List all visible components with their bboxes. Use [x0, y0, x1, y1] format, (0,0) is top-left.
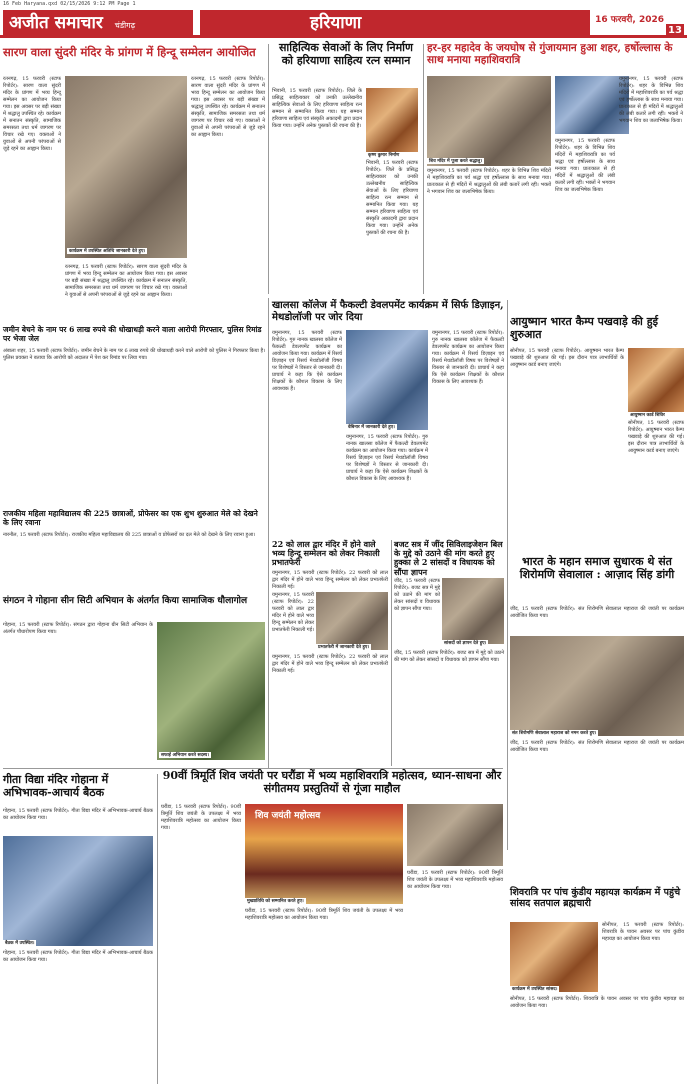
article-college-students [3, 510, 265, 592]
article-body-cont: रतनगढ़, 15 फरवरी (स्टाफ रिपोर्टर): सारण वाला सुंदरी मंदिर के प्रांगण में भव्य हिन्दू सम्मेलन का आयोजन किया गया। इस अवसर पर बड़ी संख्या में श्रद्धालु उपस्थित रहे। कार्यक्रम में सनातन संस्कृति, सामाजिक समरसता तथा धर्म जागरण पर विचार रखे गए। वक्ताओं ने युवाओं से अपनी परंपराओं से जुड़े रहने का आह्वान किया। [65, 264, 187, 298]
headline: खालसा कॉलेज में फैकल्टी डेवलपमेंट कार्यक्रम में सिर्फ डिज़ाइन, मेथडोलॉजी पर जोर दिया [272, 300, 504, 323]
headline: आयुष्मान भारत कैम्प पखवाड़े की हुई शुरुआत [510, 315, 658, 341]
article-body-cont: सोनीपत, 15 फरवरी (स्टाफ रिपोर्टर): शिवरात्रि के पावन अवसर पर पांच कुंडीय महायज्ञ का आयोजन किया गया। [510, 996, 684, 1009]
headline: 22 को लाल द्वार मंदिर में होने वाले भव्य हिन्दू सम्मेलन को लेकर निकाली प्रभातफेरी [272, 539, 380, 568]
photo-caption: संत शिरोमणि सेवालाल महाराज को नमन करते हुए। [512, 731, 597, 736]
print-slug: 16 Feb Haryana.qxd 02/15/2026 9:12 PM Page 1 [3, 1, 136, 7]
article-body-col3: घरौंडा, 15 फरवरी (स्टाफ रिपोर्टर): 90वीं त्रिमूर्ति शिव जयंती के उपलक्ष्य में भव्य महाशिवरात्रि महोत्सव का आयोजन किया गया। [407, 870, 503, 890]
section-title: हरियाणा [200, 10, 590, 36]
photo-caption: मुख्यातिथि को सम्मानित करते हुए। [247, 899, 304, 904]
issue-date: 16 फरवरी, 2026 [595, 15, 664, 25]
article-body-col3: यमुनानगर, 15 फरवरी (स्टाफ रिपोर्टर): गुरु नानक खालसा कॉलेज में फैकल्टी डेवलपमेंट कार्यक्रम का आयोजन किया गया। कार्यक्रम में रिसर्च डिज़ाइन एवं रिसर्च मेथडोलॉजी विषय पर विशेषज्ञों ने विस्तार से जानकारी दी। प्राचार्य ने कहा कि ऐसे कार्यक्रम शिक्षकों के कौशल विकास के लिए आवश्यक हैं। [432, 330, 504, 385]
article-body-cont: यमुनानगर, 15 फरवरी (स्टाफ रिपोर्टर): 22 फरवरी को लाल द्वार मंदिर में होने वाले भव्य हिन्दू सम्मेलन को लेकर प्रभातफेरी निकाली गई। [272, 592, 314, 633]
article-hindu-sammelan [3, 46, 265, 336]
logo-text: अजीत समाचार [9, 13, 103, 33]
article-body: यमुनानगर, 15 फरवरी (स्टाफ रिपोर्टर): 22 फरवरी को लाल द्वार मंदिर में होने वाले भव्य हिन्दू सम्मेलन को लेकर प्रभातफेरी निकाली गई। [272, 570, 388, 590]
article-body: यमुनानगर, 15 फरवरी (स्टाफ रिपोर्टर): शहर के विभिन्न शिव मंदिरों में महाशिवरात्रि का पर्व श्रद्धा एवं हर्षोल्लास के साथ मनाया गया। प्रातःकाल से ही मंदिरों में श्रद्धालुओं की लंबी कतारें लगी रहीं। भक्तों ने भगवान शिव का जलाभिषेक किया। [427, 168, 551, 195]
meeting-photo [3, 836, 153, 946]
article-body: गोहाना, 15 फरवरी (स्टाफ रिपोर्टर): गीता विद्या मंदिर में अभिभावक-आचार्य बैठक का आयोजन किया गया। [3, 808, 153, 821]
article-body-col3: यमुनानगर, 15 फरवरी (स्टाफ रिपोर्टर): शहर के विभिन्न शिव मंदिरों में महाशिवरात्रि का पर्व श्रद्धा एवं हर्षोल्लास के साथ मनाया गया। प्रातःकाल से ही मंदिरों में श्रद्धालुओं की लंबी कतारें लगी रहीं। भक्तों ने भगवान शिव का जलाभिषेक किया। [619, 76, 683, 124]
photo-caption: शिव मंदिर में पूजा करते श्रद्धालु। [429, 159, 482, 164]
photo-caption: आयुष्मान कार्ड शिविर [630, 413, 665, 418]
article-body: जींद, 15 फरवरी (स्टाफ रिपोर्टर): बजट सत्र में मुद्दे को उठाने की मांग को लेकर सांसदों व विधायक को ज्ञापन सौंपा गया। [394, 578, 440, 612]
temple-photo [427, 76, 551, 166]
headline: संगठन ने गोहाना सीन सिटी अभियान के अंतर्गत किया सामाजिक धौलागोल [3, 596, 248, 606]
page-number: 13 [666, 24, 684, 38]
article-budget-memo [394, 540, 504, 766]
webinar-screenshot [346, 330, 428, 430]
article-body: सोनीपत, 15 फरवरी (स्टाफ रिपोर्टर): आयुष्मान भारत कैम्प पखवाड़े की शुरुआत की गई। इस दौरान पात्र लाभार्थियों के आयुष्मान कार्ड बनाए जाएंगे। [510, 348, 624, 368]
article-mahashivratri [427, 42, 684, 297]
article-body: अंबाला शहर, 15 फरवरी (स्टाफ रिपोर्टर): जमीन बेचने के नाम पर 6 लाख रुपये की धोखाधड़ी करने वाले आरोपी को पुलिस ने गिरफ्तार किया है। पुलिस प्रवक्ता ने बताया कि आरोपी को अदालत में पेश कर रिमांड पर लिया गया। [3, 348, 265, 361]
article-mahayagya [510, 888, 684, 1084]
article-shiv-jayanti [161, 770, 503, 1084]
headline: राजकीय महिला महाविद्यालय की 225 छात्राओं, प्रोफेसर का एक शुभ शुरुआत मेले को देखने के लिए रवाना [3, 509, 258, 527]
procession-photo [316, 592, 388, 650]
article-body: भिवानी, 15 फरवरी (स्टाफ रिपोर्टर): जिले के प्रसिद्ध साहित्यकार को उनकी उल्लेखनीय साहित्यिक सेवाओं के लिए हरियाणा साहित्य रत्न सम्मान से सम्मानित किया गया। यह सम्मान हरियाणा साहित्य एवं संस्कृति अकादमी द्वारा प्रदान किया गया। उन्होंने अनेक पुस्तकों की रचना की है। [272, 88, 362, 129]
article-body-cont: जींद, 15 फरवरी (स्टाफ रिपोर्टर): संत शिरोमणि सेवालाल महाराज की जयंती पर कार्यक्रम आयोजित किया गया। [510, 740, 684, 753]
article-body: घरौंडा, 15 फरवरी (स्टाफ रिपोर्टर): 90वीं त्रिमूर्ति शिव जयंती के उपलक्ष्य में भव्य महाशिवरात्रि महोत्सव का आयोजन किया गया। [161, 804, 241, 831]
article-body: गोहाना, 15 फरवरी (स्टाफ रिपोर्टर): संगठन द्वारा गोहाना ग्रीन सिटी अभियान के अंतर्गत पौधारोपण किया गया। [3, 622, 153, 635]
headline: हर-हर महादेव के जयघोष से गुंजायमान हुआ शहर, हर्षोल्लास के साथ मनाया महाशिवरात्रि [427, 42, 673, 67]
yagya-photo [510, 922, 598, 992]
photo-caption: प्रभातफेरी में जानकारी देते हुए। [318, 645, 370, 650]
article-khalsa-college [272, 300, 504, 528]
headline: गीता विद्या मंदिर गोहाना में अभिभावक-आचार्य बैठक [3, 773, 109, 799]
article-body-cont: सोनीपत, 15 फरवरी (स्टाफ रिपोर्टर): आयुष्मान भारत कैम्प पखवाड़े की शुरुआत की गई। इस दौरान पात्र लाभार्थियों के आयुष्मान कार्ड बनाए जाएंगे। [628, 420, 684, 454]
photo-caption: कार्यक्रम में उपस्थित सांसद। [512, 987, 558, 992]
memorandum-photo [442, 578, 504, 644]
article-body-cont: भिवानी, 15 फरवरी (स्टाफ रिपोर्टर): जिले के प्रसिद्ध साहित्यकार को उनकी उल्लेखनीय साहित्यिक सेवाओं के लिए हरियाणा साहित्य रत्न सम्मान से सम्मानित किया गया। यह सम्मान हरियाणा साहित्य एवं संस्कृति अकादमी द्वारा प्रदान किया गया। उन्होंने अनेक पुस्तकों की रचना की है। [366, 160, 418, 236]
headline: बजट सत्र में जींद सिविलाइजेशन बिल के मुद्दे को उठाने की मांग करते हुए हुक्का ले 2 सांसदों व विधायक को सौंपा ज्ञापन [394, 539, 503, 577]
photo-caption: कृष्ण कुमार निर्माण [368, 153, 400, 158]
article-green-city [3, 596, 265, 764]
article-body-col2: यमुनानगर, 15 फरवरी (स्टाफ रिपोर्टर): शहर के विभिन्न शिव मंदिरों में महाशिवरात्रि का पर्व श्रद्धा एवं हर्षोल्लास के साथ मनाया गया। प्रातःकाल से ही मंदिरों में श्रद्धालुओं की लंबी कतारें लगी रहीं। भक्तों ने भगवान शिव का जलाभिषेक किया। [555, 138, 615, 193]
article-body: रतनगढ़, 15 फरवरी (स्टाफ रिपोर्टर): सारण वाला सुंदरी मंदिर के प्रांगण में भव्य हिन्दू सम्मेलन का आयोजन किया गया। इस अवसर पर बड़ी संख्या में श्रद्धालु उपस्थित रहे। कार्यक्रम में सनातन संस्कृति, सामाजिक समरसता तथा धर्म जागरण पर विचार रखे गए। वक्ताओं ने युवाओं से अपनी परंपराओं से जुड़े रहने का आह्वान किया। [3, 76, 61, 152]
headline: साहित्यिक सेवाओं के लिए निर्माण को हरियाणा साहित्य रत्न सम्मान [279, 41, 413, 67]
article-body-cont: यमुनानगर, 15 फरवरी (स्टाफ रिपोर्टर): गुरु नानक खालसा कॉलेज में फैकल्टी डेवलपमेंट कार्यक्रम का आयोजन किया गया। कार्यक्रम में रिसर्च डिज़ाइन एवं रिसर्च मेथडोलॉजी विषय पर विशेषज्ञों ने विस्तार से जानकारी दी। प्राचार्य ने कहा कि ऐसे कार्यक्रम शिक्षकों के कौशल विकास के लिए आवश्यक हैं। [346, 434, 428, 482]
article-body-cont: गोहाना, 15 फरवरी (स्टाफ रिपोर्टर): गीता विद्या मंदिर में अभिभावक-आचार्य बैठक का आयोजन किया गया। [3, 950, 153, 963]
article-sevalal [510, 556, 684, 782]
headline: जमीन बेचने के नाम पर 6 लाख रुपये की धोखाधड़ी करने वाला आरोपी गिरफ्तार, पुलिस रिमांड पर भेजा जेल [3, 325, 262, 343]
tribute-photo [510, 636, 684, 736]
article-prabhatferi [272, 540, 388, 766]
photo-caption: सांसदों को ज्ञापन देते हुए। [444, 641, 487, 646]
plantation-photo [157, 622, 265, 760]
article-body-cont: घरौंडा, 15 फरवरी (स्टाफ रिपोर्टर): 90वीं त्रिमूर्ति शिव जयंती के उपलक्ष्य में भव्य महाशिवरात्रि महोत्सव का आयोजन किया गया। [245, 908, 403, 921]
newspaper-logo [3, 10, 193, 36]
article-body: यमुनानगर, 15 फरवरी (स्टाफ रिपोर्टर): गुरु नानक खालसा कॉलेज में फैकल्टी डेवलपमेंट कार्यक्रम का आयोजन किया गया। कार्यक्रम में रिसर्च डिज़ाइन एवं रिसर्च मेथडोलॉजी विषय पर विशेषज्ञों ने विस्तार से जानकारी दी। प्राचार्य ने कहा कि ऐसे कार्यक्रम शिक्षकों के कौशल विकास के लिए आवश्यक हैं। [272, 330, 342, 392]
article-body: जींद, 15 फरवरी (स्टाफ रिपोर्टर): संत शिरोमणि सेवालाल महाराज की जयंती पर कार्यक्रम आयोजित किया गया। [510, 606, 684, 619]
city-label: चंडीगढ़ [114, 21, 136, 30]
photo-caption: कार्यक्रम में उपस्थित अतिथि जानकारी देते हुए। [69, 249, 146, 254]
banner-text: शिव जयंती महोत्सव [255, 811, 321, 821]
headline: 90वीं त्रिमूर्ति शिव जयंती पर घरौंडा में भव्य महाशिवरात्रि महोत्सव, ध्यान-साधना और संगीतमय प्रस्तुतियों से गूंजा माहौल [162, 769, 502, 795]
photo-caption: वेबिनार में जानकारी देते हुए। [348, 425, 395, 430]
article-body-col2: यमुनानगर, 15 फरवरी (स्टाफ रिपोर्टर): 22 फरवरी को लाल द्वार मंदिर में होने वाले भव्य हिन्दू सम्मेलन को लेकर प्रभातफेरी निकाली गई। [272, 654, 388, 674]
headline: भारत के महान समाज सुधारक थे संत शिरोमणि सेवालाल : आज़ाद सिंह डांगी [519, 555, 675, 581]
event-photo [65, 76, 187, 258]
article-body-col2: जींद, 15 फरवरी (स्टाफ रिपोर्टर): बजट सत्र में मुद्दे को उठाने की मांग को लेकर सांसदों व विधायक को ज्ञापन सौंपा गया। [394, 650, 504, 663]
article-body: नारनौल, 15 फरवरी (स्टाफ रिपोर्टर): राजकीय महिला महाविद्यालय की 225 छात्राओं व प्रोफेसरों का दल मेले को देखने के लिए रवाना हुआ। [3, 532, 256, 538]
photo-caption: सफाई अभियान करते सदस्य। [161, 753, 209, 758]
article-body-col3: रतनगढ़, 15 फरवरी (स्टाफ रिपोर्टर): सारण वाला सुंदरी मंदिर के प्रांगण में भव्य हिन्दू सम्मेलन का आयोजन किया गया। इस अवसर पर बड़ी संख्या में श्रद्धालु उपस्थित रहे। कार्यक्रम में सनातन संस्कृति, सामाजिक समरसता तथा धर्म जागरण पर विचार रखे गए। वक्ताओं ने युवाओं से अपनी परंपराओं से जुड़े रहने का आह्वान किया। [191, 76, 265, 138]
photo-caption: बैठक में उपस्थित। [5, 941, 35, 946]
article-geeta-vidya-mandir [3, 774, 153, 1084]
article-ayushman [510, 316, 684, 538]
article-fraud-arrest [3, 326, 265, 394]
camp-photo [628, 348, 684, 412]
headline: शिवरात्रि पर पांच कुंडीय महायज्ञ कार्यक्रम में पहुंचे सांसद सतपाल ब्रह्मचारी [510, 887, 681, 909]
article-body: सोनीपत, 15 फरवरी (स्टाफ रिपोर्टर): शिवरात्रि के पावन अवसर पर पांच कुंडीय महायज्ञ का आयोजन किया गया। [602, 922, 684, 942]
article-sahitya-ratna [272, 42, 420, 292]
devotees-photo [555, 76, 629, 134]
author-portrait [366, 88, 418, 152]
event-photo-2 [407, 804, 503, 866]
headline: सारण वाला सुंदरी मंदिर के प्रांगण में हिन्दू सम्मेलन आयोजित [3, 45, 256, 59]
